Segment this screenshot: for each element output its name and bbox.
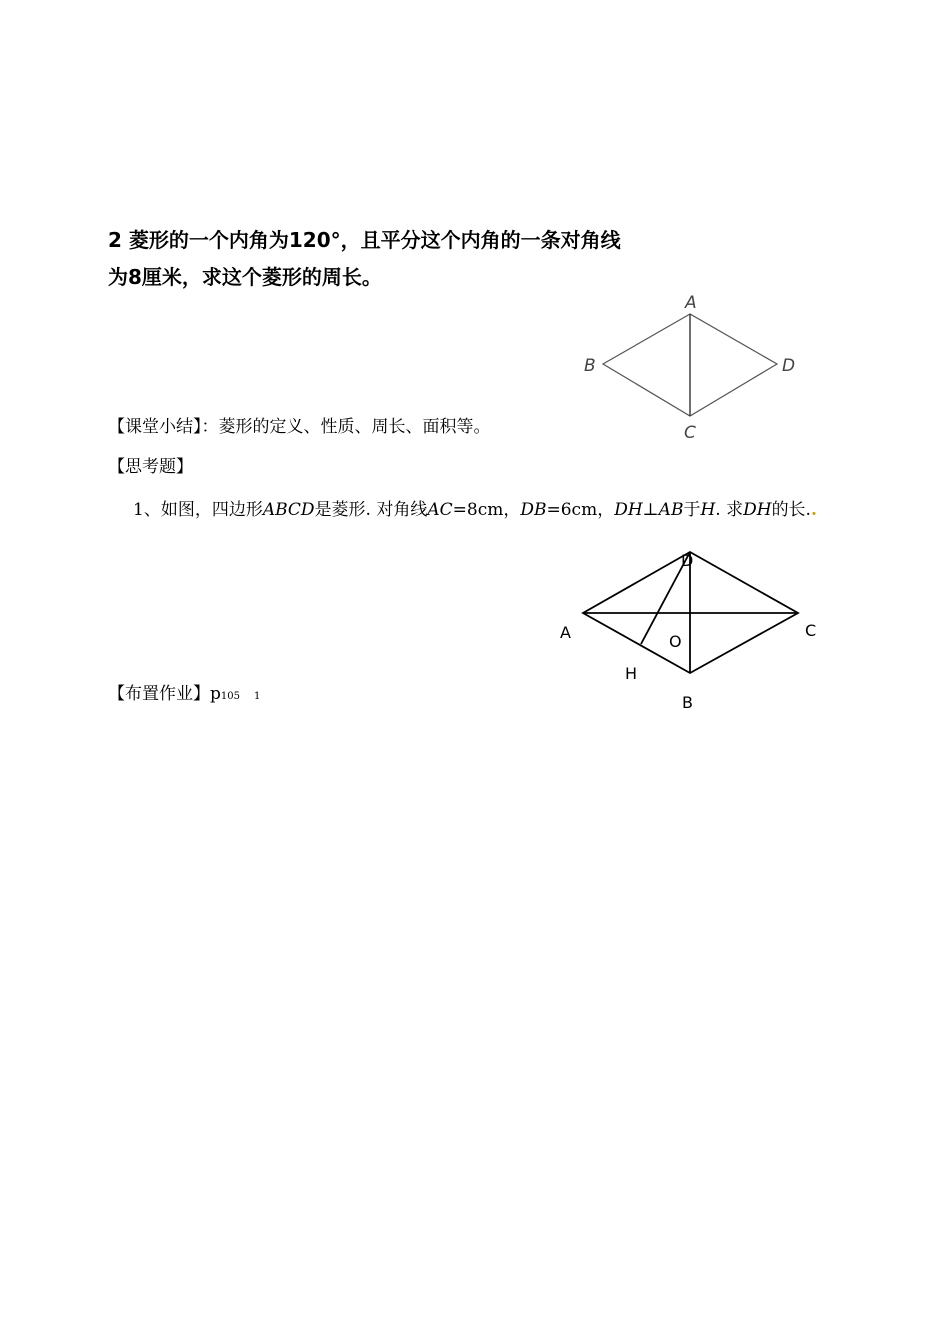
q1-abcd: ABCD [262, 500, 315, 520]
problem-2-line-1: 2 菱形的一个内角为120°，且平分这个内角的一条对角线 [108, 228, 621, 252]
class-summary [108, 418, 491, 436]
vertex-label-b: B [682, 693, 693, 712]
homework [108, 685, 260, 706]
vertex-label-c: C [805, 621, 817, 640]
q1-text-part: =8cm， [452, 500, 521, 520]
thinking-heading: 【思考题】 [108, 457, 193, 477]
homework-heading: 【布置作业】 [108, 684, 210, 704]
vertex-label-b: B [584, 356, 596, 376]
q1-trailing-dot: . [810, 500, 817, 520]
homework-page: p [210, 684, 221, 704]
rhombus-figure-1 [575, 288, 805, 443]
thinking-question-1 [133, 501, 817, 519]
q1-ab: AB [658, 500, 684, 520]
vertex-label-c: C [684, 423, 696, 443]
q1-text-part: . 求 [715, 500, 744, 520]
homework-item: 1 [253, 691, 261, 702]
vertex-label-d: D [681, 551, 694, 570]
q1-text-part: 1、如图，四边形 [133, 500, 263, 520]
q1-dh-2: DH [743, 500, 772, 520]
q1-text-part: =6cm， [546, 500, 615, 520]
q1-ac: AC [427, 500, 453, 520]
q1-text-part: 的长. [771, 500, 811, 520]
summary-text: ：菱形的定义、性质、周长、面积等。 [201, 417, 491, 437]
rhombus-figure-2 [550, 545, 830, 720]
vertex-label-d: D [782, 356, 796, 376]
homework-page-number: 105 [220, 691, 240, 702]
q1-perp-symbol: ⊥ [642, 500, 659, 520]
foot-label-h: H [625, 664, 638, 683]
vertex-label-a: A [685, 293, 697, 313]
q1-text-part: 于 [683, 500, 701, 520]
summary-heading: 【课堂小结】 [108, 417, 202, 437]
q1-h: H [700, 500, 716, 520]
problem-2-line-2: 为8厘米，求这个菱形的周长。 [108, 265, 382, 289]
vertex-label-a: A [560, 623, 571, 642]
q1-text-part: 是菱形. 对角线 [314, 500, 428, 520]
q1-db: DB [520, 500, 547, 520]
center-label-o: O [669, 632, 682, 651]
q1-dh: DH [614, 500, 643, 520]
